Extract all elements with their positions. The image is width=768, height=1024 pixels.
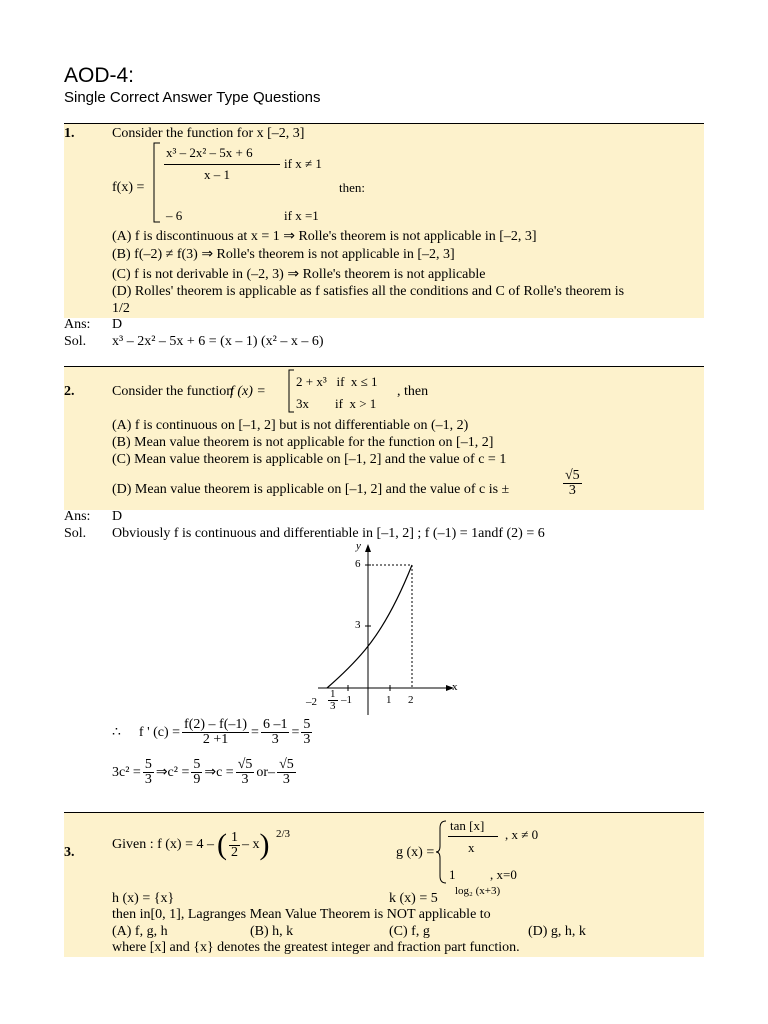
implies-c: ⇒c = (204, 765, 234, 780)
condition-2: if x =1 (284, 208, 319, 223)
given-text: Given : f (x) = 4 – (112, 837, 214, 852)
fraction-denominator: 9 (193, 772, 201, 787)
case-2: 3x if x > 1 (296, 396, 377, 411)
case-2-value: – 6 (166, 208, 183, 223)
k-definition: k (x) = 5 (389, 891, 438, 906)
derivative-lhs: f ' (c) = (138, 724, 181, 740)
option-c[interactable]: (C) f is not derivable in (–2, 3) ⇒ Rolle's theorem is not applicable (112, 267, 486, 282)
then-text: , then (397, 384, 429, 399)
implies-csq: ⇒c² = (155, 765, 190, 780)
solution-text: x³ – 2x² – 5x + 6 = (x – 1) (x² – x – 6) (112, 334, 324, 349)
question-stem: Consider the function (112, 384, 234, 399)
brace (436, 820, 448, 884)
exponent: 2/3 (276, 828, 291, 840)
csq-lhs: 3c² = (112, 764, 141, 780)
solution-label: Sol. (64, 526, 87, 541)
x-tick-neg1: –1 (341, 694, 352, 706)
fraction-denominator: 3 (144, 772, 152, 787)
option-d[interactable]: (D) g, h, k (528, 924, 586, 939)
option-d[interactable]: (D) Rolles' theorem is applicable as f satisfies all the conditions and C of Rolle's theorem is (112, 284, 625, 299)
g-case-2: 1 (449, 867, 456, 882)
fraction-denominator: 3 (282, 772, 290, 787)
bracket (287, 369, 295, 413)
x-tick-neg-int: –2 (306, 696, 317, 708)
y-axis-arrow (365, 544, 371, 552)
fraction-numerator: √5 (279, 757, 294, 772)
fraction-numerator: √5 (565, 468, 580, 483)
question-number: 1. (64, 126, 75, 141)
option-a[interactable]: (A) f, g, h (112, 924, 168, 939)
question-stem: then in[0, 1], Lagranges Mean Value Theorem is NOT applicable to (112, 907, 491, 922)
h-definition: h (x) = {x} (112, 891, 175, 906)
footnote: where [x] and {x} denotes the greatest integer and fraction part function. (112, 940, 520, 955)
condition-1: if x ≠ 1 (284, 156, 322, 171)
x-tick-frac-num: 1 (330, 688, 336, 700)
y-axis-label: y (356, 540, 361, 552)
option-a[interactable]: (A) f is discontinuous at x = 1 ⇒ Rolle's theorem is not applicable in [–2, 3] (112, 229, 537, 244)
fraction-denominator: 3 (271, 732, 279, 747)
c-squared-equation (112, 758, 298, 787)
option-b[interactable]: (B) h, k (250, 924, 294, 939)
y-tick-6: 6 (355, 558, 361, 570)
option-d-continued: 1/2 (112, 301, 130, 316)
minus-x: – x (242, 837, 260, 852)
option-c[interactable]: (C) f, g (389, 924, 430, 939)
function-label: f (x) = (230, 384, 266, 399)
paren-left: ( (217, 828, 227, 861)
numerator-expression: x³ – 2x² – 5x + 6 (166, 145, 253, 160)
then-text: then: (339, 180, 365, 195)
equals: = (251, 724, 259, 740)
answer-label: Ans: (64, 509, 91, 524)
therefore-symbol: ∴ (112, 725, 121, 740)
fraction-numerator: √5 (237, 757, 253, 772)
fraction-denominator: 3 (241, 772, 249, 787)
option-d-fraction (561, 469, 584, 498)
solution-text: Obviously f is continuous and differentiable in [–1, 2] ; f (–1) = 1andf (2) = 6 (112, 526, 545, 541)
fraction-bar (164, 164, 280, 165)
x-tick-2: 2 (408, 694, 414, 706)
f-definition (112, 830, 270, 860)
fraction-denominator: 3 (303, 732, 311, 747)
option-b[interactable]: (B) f(–2) ≠ f(3) ⇒ Rolle's theorem is not applicable in [–2, 3] (112, 247, 455, 262)
question-number: 3. (64, 845, 75, 860)
or-minus: or– (256, 764, 276, 780)
denominator-expression: x – 1 (204, 167, 230, 182)
section-subtitle: Single Correct Answer Type Questions (64, 89, 321, 106)
answer-value: D (112, 317, 123, 332)
fraction-bar (448, 836, 498, 837)
x-tick-1: 1 (386, 694, 392, 706)
page-title: AOD-4: (64, 64, 135, 87)
k-exponent: log₂ (x+3) (455, 885, 501, 897)
fraction-numerator: 5 (193, 757, 201, 772)
question-stem: Consider the function for x [–2, 3] (112, 126, 305, 141)
x-axis-label: x (452, 681, 458, 693)
answer-value: D (112, 509, 123, 524)
g-case-1-cond: , x ≠ 0 (505, 827, 539, 842)
answer-label: Ans: (64, 317, 91, 332)
function-label: f(x) = (112, 180, 145, 195)
x-tick-neg-frac (326, 689, 340, 712)
fraction-numerator: 5 (144, 757, 152, 772)
g-case-2-cond: , x=0 (490, 867, 517, 882)
function-graph (300, 540, 460, 720)
fraction-numerator: f(2) – f(–1) (184, 717, 248, 732)
fraction-numerator: 6 –1 (262, 717, 288, 732)
brace (150, 142, 162, 224)
option-c[interactable]: (C) Mean value theorem is applicable on [–1, 2] and the value of c = 1 (112, 452, 507, 467)
option-a[interactable]: (A) f is continuous on [–1, 2] but is not differentiable on (–1, 2) (112, 418, 469, 433)
fraction-denominator: 2 (231, 844, 238, 860)
fraction-denominator: 2 +1 (202, 732, 229, 747)
option-d[interactable]: (D) Mean value theorem is applicable on [–1, 2] and the value of c is ± (112, 482, 510, 497)
fraction-denominator: 3 (568, 483, 576, 498)
solution-label: Sol. (64, 334, 87, 349)
question-number: 2. (64, 384, 75, 399)
x-tick-frac-den: 3 (330, 700, 336, 712)
g-label: g (x) = (396, 845, 435, 860)
g-case-1-den: x (468, 840, 475, 855)
derivative-equation (112, 718, 314, 747)
fraction-numerator: 5 (303, 717, 311, 732)
g-case-1-num: tan [x] (450, 818, 485, 833)
option-b[interactable]: (B) Mean value theorem is not applicable for the function on [–1, 2] (112, 435, 494, 450)
equals: = (291, 724, 300, 740)
fraction-numerator: 1 (231, 829, 238, 845)
y-tick-3: 3 (355, 619, 361, 631)
paren-right: ) (259, 828, 270, 861)
case-1: 2 + x³ if x ≤ 1 (296, 374, 378, 389)
